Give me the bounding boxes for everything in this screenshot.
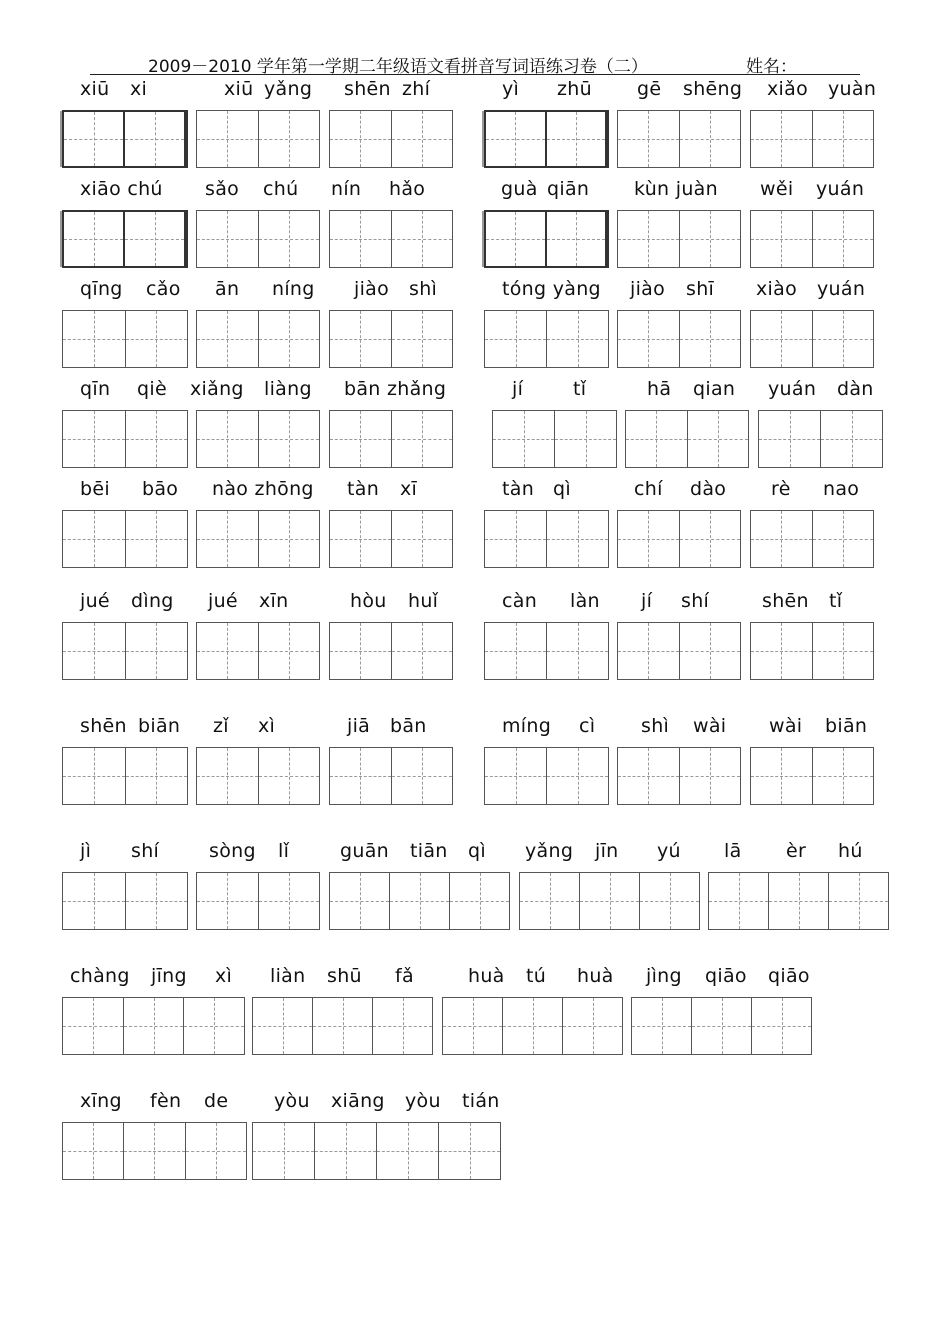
pinyin-syllable: guà — [501, 178, 538, 200]
pinyin-syllable: làn — [570, 590, 600, 612]
tian-grid-cell[interactable] — [197, 311, 259, 367]
tian-grid-cell[interactable] — [392, 311, 453, 367]
pinyin-syllable: qiāo — [768, 965, 810, 987]
pinyin-syllable: jiào — [630, 278, 666, 300]
tian-grid-cell[interactable] — [520, 873, 580, 929]
pinyin-syllable: jí — [512, 378, 524, 400]
tian-grid-cell[interactable] — [493, 411, 555, 467]
writing-grid[interactable] — [617, 310, 741, 368]
pinyin-syllable: shī — [686, 278, 715, 300]
pinyin-syllable: wěi — [760, 178, 794, 200]
tian-grid-cell[interactable] — [330, 211, 392, 267]
tian-grid-cell[interactable] — [197, 411, 259, 467]
pinyin-syllable: lǐ — [278, 840, 290, 862]
writing-grid[interactable] — [329, 747, 453, 805]
tian-grid-cell[interactable] — [680, 511, 741, 567]
pinyin-syllable: chí — [634, 478, 663, 500]
writing-grid[interactable] — [750, 510, 874, 568]
pinyin-syllable: fǎ — [395, 965, 414, 987]
writing-grid[interactable] — [750, 747, 874, 805]
tian-grid-cell[interactable] — [197, 873, 259, 929]
writing-grid[interactable] — [196, 747, 320, 805]
tian-grid-cell[interactable] — [751, 511, 813, 567]
tian-grid-cell[interactable] — [618, 511, 680, 567]
pinyin-syllable: sǎo — [205, 178, 240, 200]
writing-grid[interactable] — [329, 872, 510, 930]
pinyin-syllable: yuàn — [828, 78, 877, 100]
pinyin-syllable: xīng — [80, 1090, 122, 1112]
pinyin-syllable: yú — [657, 840, 681, 862]
tian-grid-cell[interactable] — [63, 511, 126, 567]
tian-grid-cell[interactable] — [618, 748, 680, 804]
tian-grid-cell[interactable] — [640, 873, 699, 929]
worksheet-title: 2009－2010 学年第一学期二年级语文看拼音写词语练习卷（二） — [148, 57, 648, 77]
writing-grid[interactable] — [329, 622, 453, 680]
tian-grid-cell[interactable] — [392, 748, 453, 804]
writing-grid[interactable] — [196, 110, 320, 168]
tian-grid-cell[interactable] — [759, 411, 821, 467]
writing-grid[interactable] — [62, 110, 188, 168]
tian-grid-cell[interactable] — [751, 211, 813, 267]
pinyin-syllable: èr — [786, 840, 807, 862]
tian-grid-cell[interactable] — [330, 111, 392, 167]
writing-grid[interactable] — [750, 210, 874, 268]
tian-grid-cell[interactable] — [626, 411, 688, 467]
tian-grid-cell[interactable] — [259, 111, 320, 167]
writing-grid[interactable] — [484, 310, 609, 368]
pinyin-syllable: xī — [400, 478, 418, 500]
tian-grid-cell[interactable] — [547, 623, 608, 679]
pinyin-syllable: dào — [690, 478, 727, 500]
tian-grid-cell[interactable] — [680, 623, 741, 679]
pinyin-syllable: tàn — [347, 478, 380, 500]
tian-grid-cell[interactable] — [751, 623, 813, 679]
pinyin-syllable: yòu — [405, 1090, 441, 1112]
pinyin-syllable: zǐ — [213, 715, 229, 737]
pinyin-syllable: huǐ — [408, 590, 439, 612]
writing-grid[interactable] — [617, 110, 741, 168]
tian-grid-cell[interactable] — [259, 873, 320, 929]
tian-grid-cell[interactable] — [547, 212, 608, 266]
writing-grid[interactable] — [62, 210, 188, 268]
tian-grid-cell[interactable] — [253, 1123, 315, 1179]
writing-grid[interactable] — [62, 1122, 247, 1180]
pinyin-syllable: shū — [327, 965, 362, 987]
pinyin-syllable: xiǎng — [190, 378, 244, 400]
pinyin-line — [0, 965, 950, 991]
pinyin-syllable: qiāo — [705, 965, 747, 987]
pinyin-syllable: yì — [502, 78, 520, 100]
pinyin-syllable: chú — [263, 178, 299, 200]
pinyin-syllable: wài — [769, 715, 803, 737]
tian-grid-cell[interactable] — [126, 873, 188, 929]
pinyin-syllable: ān — [215, 278, 240, 300]
pinyin-syllable: xì — [215, 965, 233, 987]
writing-grid[interactable] — [62, 622, 188, 680]
pinyin-syllable: xīn — [259, 590, 289, 612]
pinyin-syllable: qiè — [137, 378, 167, 400]
writing-grid[interactable] — [708, 872, 889, 930]
tian-grid-cell[interactable] — [126, 623, 188, 679]
pinyin-syllable: bēi — [80, 478, 110, 500]
pinyin-syllable: níng — [272, 278, 315, 300]
tian-grid-cell[interactable] — [392, 511, 453, 567]
writing-grid[interactable] — [625, 410, 749, 468]
pinyin-syllable: bān zhǎng — [344, 378, 447, 400]
tian-grid-cell[interactable] — [63, 873, 126, 929]
tian-grid-cell[interactable] — [503, 998, 563, 1054]
tian-grid-cell[interactable] — [769, 873, 829, 929]
pinyin-syllable: tú — [526, 965, 547, 987]
tian-grid-cell[interactable] — [485, 311, 547, 367]
pinyin-syllable: xiū — [80, 78, 110, 100]
tian-grid-cell[interactable] — [197, 623, 259, 679]
writing-grid[interactable] — [484, 510, 609, 568]
pinyin-line — [0, 1090, 950, 1116]
tian-grid-cell[interactable] — [64, 112, 125, 166]
tian-grid-cell[interactable] — [829, 873, 888, 929]
pinyin-syllable: cì — [579, 715, 596, 737]
tian-grid-cell[interactable] — [692, 998, 752, 1054]
pinyin-syllable: yòu — [274, 1090, 310, 1112]
writing-grid[interactable] — [329, 310, 453, 368]
tian-grid-cell[interactable] — [751, 111, 813, 167]
pinyin-syllable: shì — [409, 278, 438, 300]
tian-grid-cell[interactable] — [313, 998, 373, 1054]
pinyin-syllable: yuán — [816, 178, 865, 200]
writing-grid[interactable] — [484, 747, 609, 805]
tian-grid-cell[interactable] — [330, 623, 392, 679]
tian-grid-cell[interactable] — [126, 748, 188, 804]
tian-grid-cell[interactable] — [485, 511, 547, 567]
writing-grid[interactable] — [62, 310, 188, 368]
pinyin-syllable: rè — [771, 478, 791, 500]
pinyin-syllable: liàng — [264, 378, 312, 400]
tian-grid-cell[interactable] — [64, 212, 125, 266]
writing-grid[interactable] — [252, 1122, 501, 1180]
writing-grid[interactable] — [484, 110, 609, 168]
tian-grid-cell[interactable] — [547, 311, 608, 367]
tian-grid-cell[interactable] — [392, 623, 453, 679]
pinyin-syllable: nín — [331, 178, 362, 200]
pinyin-syllable: tàn — [502, 478, 535, 500]
tian-grid-cell[interactable] — [125, 212, 186, 266]
tian-grid-cell[interactable] — [439, 1123, 500, 1179]
tian-grid-cell[interactable] — [197, 111, 259, 167]
tian-grid-cell[interactable] — [632, 998, 692, 1054]
writing-grid[interactable] — [62, 997, 245, 1055]
writing-grid[interactable] — [62, 872, 188, 930]
pinyin-syllable: lā — [724, 840, 742, 862]
pinyin-syllable: jué — [208, 590, 238, 612]
tian-grid-cell[interactable] — [709, 873, 769, 929]
tian-grid-cell[interactable] — [63, 1123, 124, 1179]
tian-grid-cell[interactable] — [330, 873, 390, 929]
pinyin-syllable: nào zhōng — [212, 478, 314, 500]
tian-grid-cell[interactable] — [253, 998, 313, 1054]
writing-grid[interactable] — [750, 310, 874, 368]
tian-grid-cell[interactable] — [751, 748, 813, 804]
pinyin-syllable: hā — [647, 378, 672, 400]
pinyin-syllable: xiāng — [331, 1090, 385, 1112]
pinyin-line — [0, 715, 950, 741]
tian-grid-cell[interactable] — [485, 748, 547, 804]
writing-grid[interactable] — [196, 622, 320, 680]
pinyin-syllable: huà — [577, 965, 614, 987]
pinyin-syllable: qì — [468, 840, 486, 862]
writing-grid[interactable] — [617, 622, 741, 680]
tian-grid-cell[interactable] — [259, 311, 320, 367]
name-label: 姓名： — [746, 57, 797, 77]
pinyin-syllable: tǐ — [573, 378, 587, 400]
writing-grid[interactable] — [196, 872, 320, 930]
tian-grid-cell[interactable] — [680, 311, 741, 367]
tian-grid-cell[interactable] — [259, 411, 320, 467]
tian-grid-cell[interactable] — [197, 211, 259, 267]
writing-grid[interactable] — [484, 622, 609, 680]
writing-grid[interactable] — [62, 747, 188, 805]
writing-grid[interactable] — [484, 210, 609, 268]
tian-grid-cell[interactable] — [618, 623, 680, 679]
tian-grid-cell[interactable] — [486, 112, 547, 166]
writing-grid[interactable] — [329, 510, 453, 568]
tian-grid-cell[interactable] — [126, 311, 188, 367]
header — [90, 52, 860, 75]
pinyin-syllable: cǎo — [146, 278, 181, 300]
pinyin-syllable: gē — [637, 78, 662, 100]
tian-grid-cell[interactable] — [63, 411, 126, 467]
pinyin-syllable: wài — [693, 715, 727, 737]
pinyin-syllable: de — [204, 1090, 229, 1112]
tian-grid-cell[interactable] — [373, 998, 432, 1054]
pinyin-syllable: shēn — [80, 715, 127, 737]
pinyin-syllable: qīn — [80, 378, 111, 400]
tian-grid-cell[interactable] — [259, 511, 320, 567]
pinyin-syllable: xì — [258, 715, 276, 737]
pinyin-syllable: shì — [641, 715, 670, 737]
tian-grid-cell[interactable] — [124, 998, 185, 1054]
pinyin-syllable: sòng — [209, 840, 256, 862]
pinyin-syllable: yǎng — [264, 78, 313, 100]
writing-grid[interactable] — [750, 110, 874, 168]
pinyin-line — [0, 378, 950, 404]
tian-grid-cell[interactable] — [485, 623, 547, 679]
tian-grid-cell[interactable] — [259, 748, 320, 804]
tian-grid-cell[interactable] — [688, 411, 749, 467]
tian-grid-cell[interactable] — [63, 748, 126, 804]
tian-grid-cell[interactable] — [680, 748, 741, 804]
tian-grid-cell[interactable] — [197, 511, 259, 567]
pinyin-line — [0, 78, 950, 104]
tian-grid-cell[interactable] — [126, 511, 188, 567]
pinyin-syllable: xi — [130, 78, 148, 100]
tian-grid-cell[interactable] — [392, 111, 453, 167]
pinyin-syllable: guān — [340, 840, 389, 862]
pinyin-line — [0, 478, 950, 504]
tian-grid-cell[interactable] — [752, 998, 811, 1054]
tian-grid-cell[interactable] — [315, 1123, 377, 1179]
writing-grid[interactable] — [62, 410, 188, 468]
tian-grid-cell[interactable] — [618, 211, 680, 267]
tian-grid-cell[interactable] — [618, 311, 680, 367]
tian-grid-cell[interactable] — [186, 1123, 246, 1179]
pinyin-syllable: tián — [462, 1090, 500, 1112]
tian-grid-cell[interactable] — [392, 211, 453, 267]
pinyin-syllable: jí — [641, 590, 653, 612]
tian-grid-cell[interactable] — [392, 411, 453, 467]
tian-grid-cell[interactable] — [330, 748, 392, 804]
tian-grid-cell[interactable] — [330, 511, 392, 567]
pinyin-syllable: jiā — [347, 715, 371, 737]
pinyin-syllable: qian — [693, 378, 736, 400]
pinyin-syllable: biān — [138, 715, 181, 737]
writing-grid[interactable] — [62, 510, 188, 568]
pinyin-syllable: xiū — [224, 78, 254, 100]
pinyin-syllable: jì — [80, 840, 92, 862]
pinyin-syllable: liàn — [270, 965, 306, 987]
tian-grid-cell[interactable] — [580, 873, 640, 929]
tian-grid-cell[interactable] — [377, 1123, 439, 1179]
pinyin-syllable: dìng — [131, 590, 174, 612]
pinyin-syllable: yuán — [817, 278, 866, 300]
pinyin-syllable: jìng — [646, 965, 682, 987]
pinyin-syllable: fèn — [150, 1090, 182, 1112]
writing-grid[interactable] — [617, 747, 741, 805]
pinyin-syllable: zhí — [402, 78, 431, 100]
pinyin-syllable: dàn — [837, 378, 874, 400]
tian-grid-cell[interactable] — [63, 623, 126, 679]
writing-grid[interactable] — [519, 872, 700, 930]
tian-grid-cell[interactable] — [547, 511, 608, 567]
pinyin-syllable: xiào — [756, 278, 797, 300]
tian-grid-cell[interactable] — [125, 112, 186, 166]
writing-grid[interactable] — [492, 410, 617, 468]
tian-grid-cell[interactable] — [330, 311, 392, 367]
pinyin-syllable: shēng — [683, 78, 743, 100]
tian-grid-cell[interactable] — [197, 748, 259, 804]
pinyin-syllable: tóng yàng — [502, 278, 601, 300]
writing-grid[interactable] — [196, 310, 320, 368]
writing-grid[interactable] — [196, 410, 320, 468]
pinyin-syllable: hǎo — [389, 178, 426, 200]
tian-grid-cell[interactable] — [63, 998, 124, 1054]
pinyin-syllable: xiǎo — [767, 78, 808, 100]
pinyin-syllable: hú — [838, 840, 863, 862]
tian-grid-cell[interactable] — [184, 998, 244, 1054]
tian-grid-cell[interactable] — [813, 311, 874, 367]
tian-grid-cell[interactable] — [821, 411, 882, 467]
tian-grid-cell[interactable] — [751, 311, 813, 367]
tian-grid-cell[interactable] — [330, 411, 392, 467]
tian-grid-cell[interactable] — [450, 873, 509, 929]
tian-grid-cell[interactable] — [547, 748, 608, 804]
pinyin-syllable: shí — [131, 840, 160, 862]
pinyin-syllable: shí — [681, 590, 710, 612]
writing-grid[interactable] — [196, 210, 320, 268]
pinyin-syllable: zhū — [557, 78, 592, 100]
pinyin-syllable: hòu — [350, 590, 387, 612]
writing-grid[interactable] — [750, 622, 874, 680]
pinyin-syllable: qīng — [80, 278, 123, 300]
tian-grid-cell[interactable] — [555, 411, 616, 467]
pinyin-syllable: huà — [468, 965, 505, 987]
pinyin-syllable: càn — [502, 590, 538, 612]
writing-grid[interactable] — [196, 510, 320, 568]
tian-grid-cell[interactable] — [618, 111, 680, 167]
pinyin-syllable: tiān — [410, 840, 448, 862]
tian-grid-cell[interactable] — [813, 623, 874, 679]
tian-grid-cell[interactable] — [813, 111, 874, 167]
pinyin-line — [0, 278, 950, 304]
pinyin-syllable: shēn — [344, 78, 391, 100]
tian-grid-cell[interactable] — [390, 873, 450, 929]
writing-grid[interactable] — [329, 210, 453, 268]
pinyin-syllable: qiān — [547, 178, 590, 200]
tian-grid-cell[interactable] — [443, 998, 503, 1054]
writing-grid[interactable] — [631, 997, 812, 1055]
tian-grid-cell[interactable] — [813, 511, 874, 567]
tian-grid-cell[interactable] — [680, 211, 741, 267]
pinyin-syllable: jīn — [595, 840, 619, 862]
pinyin-syllable: qì — [553, 478, 571, 500]
writing-grid[interactable] — [617, 510, 741, 568]
writing-grid[interactable] — [442, 997, 623, 1055]
pinyin-syllable: bān — [390, 715, 427, 737]
tian-grid-cell[interactable] — [124, 1123, 185, 1179]
tian-grid-cell[interactable] — [63, 311, 126, 367]
pinyin-syllable: jué — [80, 590, 110, 612]
tian-grid-cell[interactable] — [680, 111, 741, 167]
tian-grid-cell[interactable] — [259, 211, 320, 267]
tian-grid-cell[interactable] — [486, 212, 547, 266]
pinyin-syllable: tǐ — [829, 590, 843, 612]
pinyin-syllable: yuán — [768, 378, 817, 400]
writing-grid[interactable] — [252, 997, 433, 1055]
pinyin-line — [0, 590, 950, 616]
pinyin-syllable: jīng — [151, 965, 187, 987]
tian-grid-cell[interactable] — [813, 211, 874, 267]
pinyin-syllable: nao — [823, 478, 860, 500]
writing-grid[interactable] — [329, 410, 453, 468]
writing-grid[interactable] — [329, 110, 453, 168]
pinyin-line — [0, 840, 950, 866]
tian-grid-cell[interactable] — [126, 411, 188, 467]
tian-grid-cell[interactable] — [547, 112, 608, 166]
pinyin-syllable: míng — [502, 715, 552, 737]
pinyin-syllable: jiào — [354, 278, 390, 300]
pinyin-syllable: yǎng — [525, 840, 574, 862]
pinyin-syllable: shēn — [762, 590, 809, 612]
pinyin-syllable: biān — [825, 715, 868, 737]
tian-grid-cell[interactable] — [259, 623, 320, 679]
pinyin-syllable: chàng — [70, 965, 130, 987]
pinyin-syllable: bāo — [142, 478, 179, 500]
writing-grid[interactable] — [617, 210, 741, 268]
pinyin-line — [0, 178, 950, 204]
pinyin-syllable: xiāo chú — [80, 178, 163, 200]
pinyin-syllable: kùn juàn — [634, 178, 718, 200]
writing-grid[interactable] — [758, 410, 883, 468]
tian-grid-cell[interactable] — [563, 998, 622, 1054]
tian-grid-cell[interactable] — [813, 748, 874, 804]
